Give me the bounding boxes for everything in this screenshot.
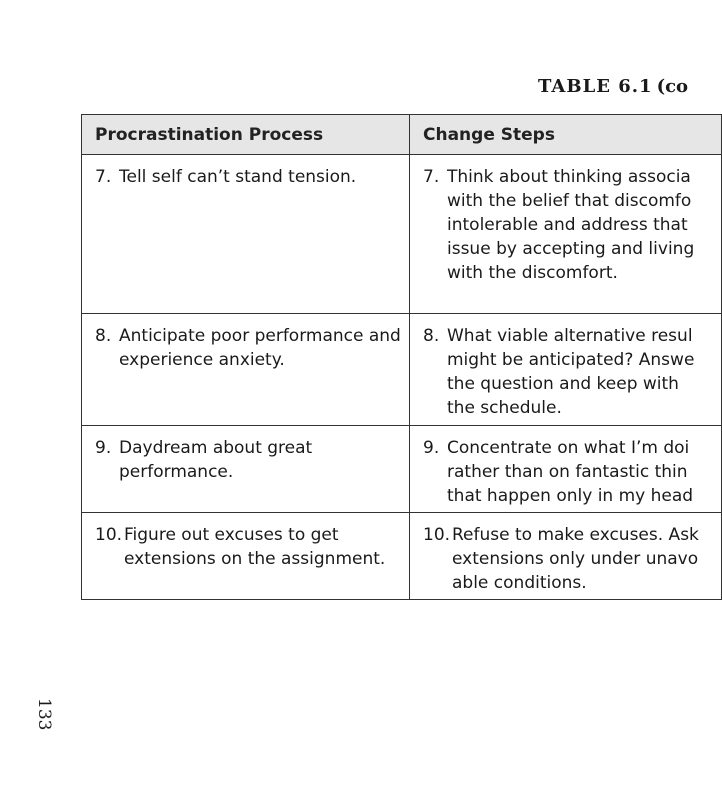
text-line: the question and keep with [447, 374, 679, 394]
text-line: extensions on the assignment. [124, 549, 386, 569]
change-cell [410, 426, 722, 513]
table-title-label: TABLE 6.1 [538, 76, 653, 97]
change-item [423, 324, 708, 420]
text-line: issue by accepting and living [447, 239, 695, 259]
process-cell [82, 513, 410, 600]
text-line: experience anxiety. [119, 350, 285, 370]
process-item [95, 436, 396, 484]
process-cell [82, 426, 410, 513]
text-line: Daydream about great [119, 438, 313, 458]
text-line: Tell self can’t stand tension. [119, 167, 357, 187]
text-line: extensions only under unavo [452, 549, 699, 569]
item-number: 7. [423, 167, 440, 187]
table-row [82, 426, 722, 513]
process-item [95, 165, 396, 189]
item-number: 7. [95, 167, 112, 187]
process-item [95, 523, 396, 571]
item-number: 10. [423, 525, 451, 545]
text-line: Anticipate poor performance and [119, 326, 401, 346]
change-item [423, 436, 708, 508]
text-line: intolerable and address that [447, 215, 688, 235]
text-line: might be anticipated? Answe [447, 350, 695, 370]
item-number: 8. [95, 326, 112, 346]
change-item [423, 523, 708, 595]
item-number: 8. [423, 326, 440, 346]
table-row [82, 513, 722, 600]
text-line: Think about thinking associa [447, 167, 691, 187]
table-title-continued: (co [656, 76, 689, 97]
change-item [423, 165, 708, 285]
text-line: Refuse to make excuses. Ask [452, 525, 699, 545]
item-number: 9. [95, 438, 112, 458]
header-change-steps: Change Steps [410, 115, 722, 155]
table-row [82, 155, 722, 314]
item-number: 9. [423, 438, 440, 458]
text-line: performance. [119, 462, 234, 482]
procrastination-table [81, 114, 721, 600]
text-line: Concentrate on what I’m doi [447, 438, 690, 458]
change-cell [410, 314, 722, 426]
text-line: with the belief that discomfo [447, 191, 692, 211]
text-line: Figure out excuses to get [124, 525, 339, 545]
item-number: 10. [95, 525, 123, 545]
process-cell [82, 314, 410, 426]
table-row [82, 314, 722, 426]
text-line: that happen only in my head [447, 486, 694, 506]
page-number: 133 [34, 698, 54, 731]
table-title [538, 76, 688, 98]
header-procrastination-process: Procrastination Process [82, 115, 410, 155]
table-header-row [82, 115, 722, 155]
text-line: the schedule. [447, 398, 562, 418]
text-line: What viable alternative resul [447, 326, 693, 346]
process-item [95, 324, 401, 372]
text-line: able conditions. [452, 573, 587, 593]
text-line: rather than on fantastic thin [447, 462, 688, 482]
change-cell [410, 513, 722, 600]
process-cell [82, 155, 410, 314]
change-cell [410, 155, 722, 314]
text-line: with the discomfort. [447, 263, 618, 283]
